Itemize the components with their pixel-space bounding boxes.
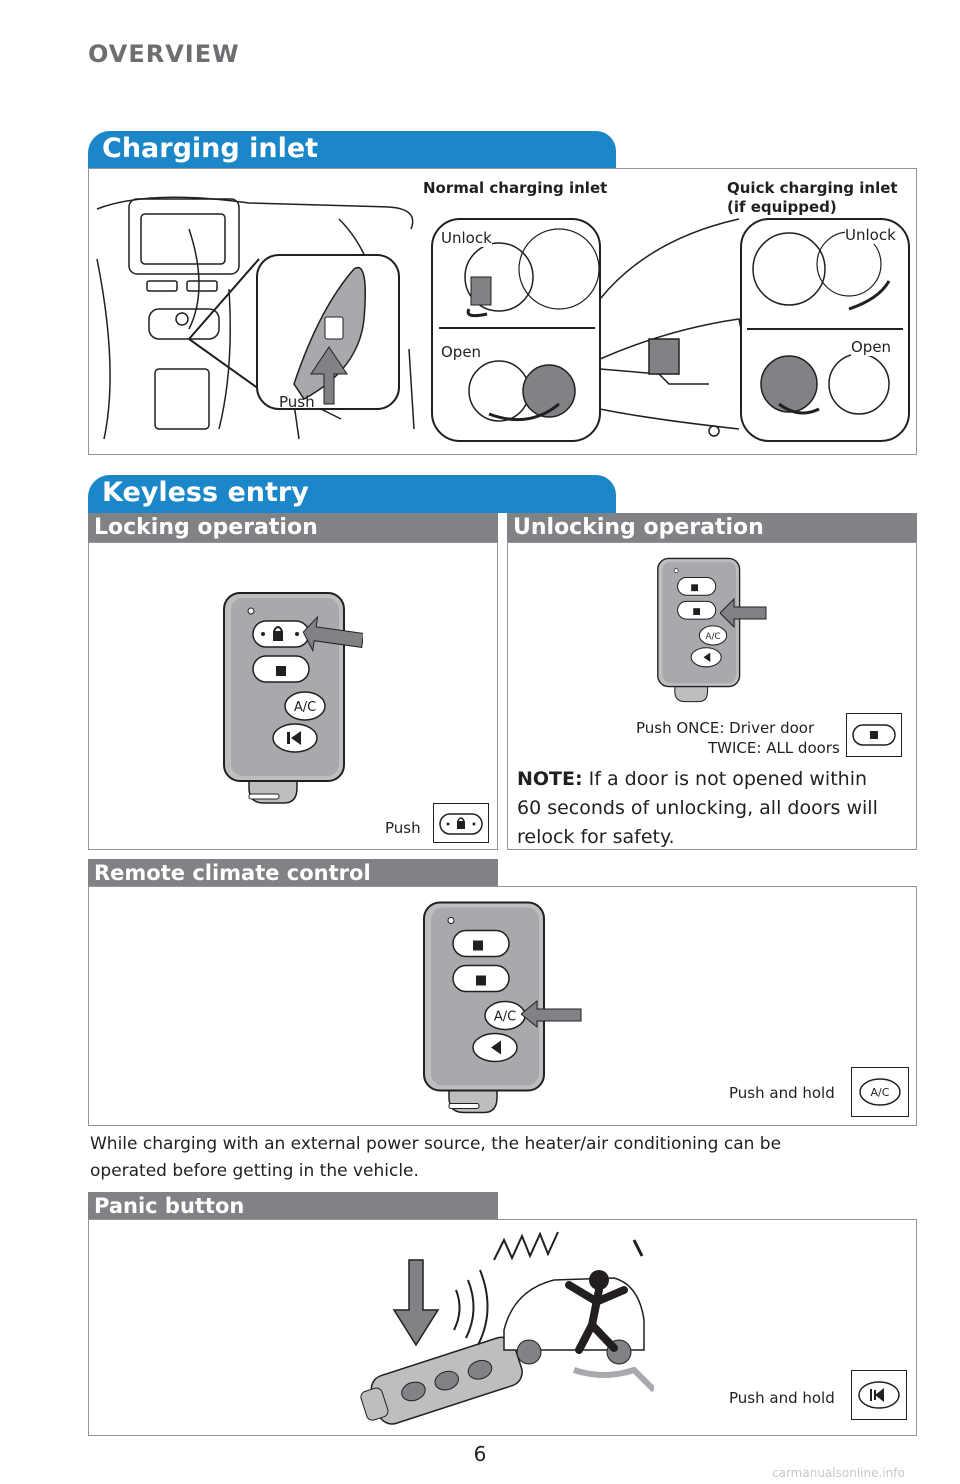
unlock-right-label: Unlock [845,226,896,244]
remote-climate-panel [88,886,917,1126]
car-front-drawing [600,219,744,436]
push-once-label: Push ONCE: Driver door [636,719,815,737]
page-section-title: OVERVIEW [88,40,240,68]
panic-button-panel [88,1219,917,1436]
ac-button-icon [851,1067,909,1117]
twice-label: TWICE: ALL doors [708,739,840,757]
locking-operation-header [88,513,498,543]
remote-climate-description [90,1131,920,1185]
panic-push-hold-label: Push and hold [729,1389,835,1407]
quick-inlet-zoom [741,219,909,441]
climate-desc-line1: While charging with an external power source, the heater/air conditioning can be [90,1134,782,1154]
charging-inlet-header [88,131,616,169]
locking-operation-panel [88,542,498,850]
locking-arrow-icon [301,611,363,661]
lock-button-icon [433,803,489,843]
watermark: carmanualsonline.info [772,1466,905,1480]
open-right-label: Open [851,338,892,356]
charge-lid-zoom [189,255,399,409]
remote-climate-header [88,859,498,887]
ac-icon-label: A/C [870,1086,890,1099]
note-line3: relock for safety. [517,826,675,848]
climate-arrow-icon [521,999,583,1029]
fob-ac-label: A/C [705,631,721,642]
panic-arrow-icon [394,1260,438,1345]
fob-ac-label: A/C [293,700,317,715]
locking-operation-title: Locking operation [94,515,318,540]
normal-inlet-zoom [432,219,600,441]
open-left-label: Open [441,343,482,361]
climate-push-hold-label: Push and hold [729,1084,835,1102]
unlocking-operation-panel [507,542,917,850]
page-number: 6 [473,1442,487,1466]
charging-inlet-panel [88,168,917,455]
fob-ac-label: A/C [493,1009,517,1025]
unlocking-arrow-icon [720,595,768,631]
note-line1: If a door is not opened within [588,768,868,790]
unlock-left-label: Unlock [441,229,492,247]
panic-illustration [354,1230,654,1430]
unlock-note [517,765,912,852]
remote-climate-title: Remote climate control [94,861,371,885]
unlock-button-icon [846,713,902,757]
keyless-entry-header [88,475,616,513]
note-label: NOTE: [517,768,583,790]
quick-inlet-sub: (if equipped) [727,198,837,216]
sound-waves [454,1270,488,1345]
note-line2: 60 seconds of unlocking, all doors will [517,797,878,819]
panic-button-icon [851,1370,907,1420]
push-label: Push [279,393,315,411]
quick-inlet-label: Quick charging inlet [727,179,898,197]
normal-inlet-label: Normal charging inlet [423,179,608,197]
unlocking-operation-header [507,513,917,543]
key-fob-panic [356,1334,526,1430]
panic-button-header [88,1192,498,1220]
locking-push-label: Push [385,819,421,837]
unlocking-operation-title: Unlocking operation [513,515,764,540]
climate-desc-line2: operated before getting in the vehicle. [90,1161,419,1181]
charging-inlet-title: Charging inlet [102,133,319,164]
panic-button-title: Panic button [94,1194,245,1218]
keyless-entry-title: Keyless entry [102,477,309,508]
